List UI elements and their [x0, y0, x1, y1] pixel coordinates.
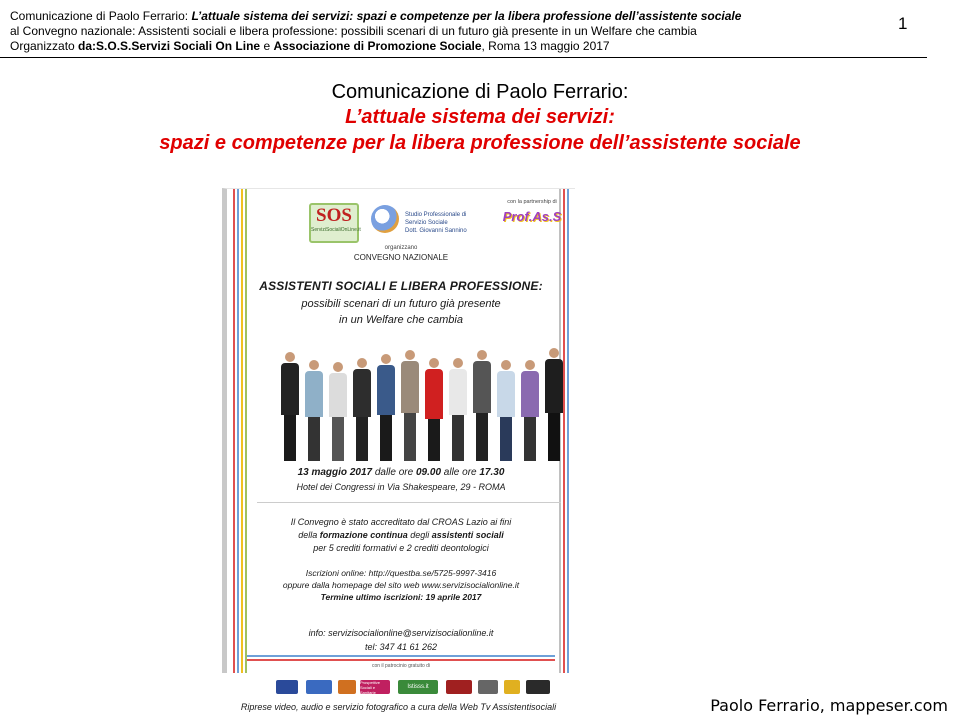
accreditation-line3: per 5 crediti formativi e 2 crediti deontologici — [313, 543, 489, 553]
footer-credit: Paolo Ferrario, mappeser.com — [710, 696, 948, 715]
header-line-3 — [10, 39, 890, 54]
poster-subtitle — [227, 296, 575, 328]
studio-logo-sub: Dott. Giovanni Sannino — [405, 228, 467, 234]
sponsor-logo — [306, 680, 332, 694]
header-line1-prefix: Comunicazione di Paolo Ferrario: — [10, 9, 189, 23]
accreditation-social-workers: assistenti sociali — [431, 530, 504, 540]
person-figure — [495, 360, 517, 461]
header-line-1 — [10, 9, 890, 24]
contact-phone: tel: 347 41 61 262 — [364, 642, 438, 652]
registration-website: oppure dalla homepage del sito web www.servizisocialionline.it — [282, 580, 520, 590]
profas-logo — [497, 199, 567, 239]
poster-divider — [257, 502, 561, 503]
person-figure — [519, 360, 541, 461]
poster-subtitle-line2: in un Welfare che cambia — [339, 314, 463, 326]
poster-organizzano: organizzano — [384, 245, 418, 251]
accreditation-line1: Il Convegno è stato accreditato dal CROAS Lazio ai fini — [290, 517, 512, 527]
registration-deadline: Termine ultimo iscrizioni: 19 aprile 2017 — [320, 592, 482, 602]
poster-registration — [227, 567, 575, 603]
poster-date-from: dalle ore — [372, 467, 416, 478]
poster-date-end: 17.30 — [479, 467, 505, 478]
poster-venue: Hotel dei Congressi in Via Shakespeare, 29 - ROMA — [296, 482, 506, 492]
header-line-2: al Convegno nazionale: Assistenti sociali e libera professione: possibili scenari di un futuro già presente in un Welfare che cambia — [10, 24, 697, 38]
title-line-1: Comunicazione di Paolo Ferrario: — [331, 81, 629, 103]
sos-logo-text: SOS — [316, 205, 352, 226]
header-date: , Roma 13 maggio 2017 — [481, 39, 610, 53]
poster-subtitle-line1: possibili scenari di un futuro già presente — [301, 298, 501, 310]
registration-link: Iscrizioni online: http://questba.se/5725-9997-3416 — [305, 568, 497, 578]
title-line-2: L’attuale sistema dei servizi: — [345, 106, 615, 128]
title-line-3: spazi e competenze per la libera professione dell’assistente sociale — [159, 132, 801, 154]
sponsor-logo — [526, 680, 550, 694]
accreditation-pre: della — [298, 530, 320, 540]
page-number: 1 — [898, 14, 908, 33]
header-and: e — [260, 39, 274, 53]
poster-accreditation — [227, 516, 575, 555]
person-figure — [447, 358, 469, 461]
person-figure — [351, 358, 373, 461]
slide-title — [0, 80, 960, 156]
person-figure — [423, 358, 445, 461]
studio-logo-name: Studio Professionale di Servizio Sociale — [405, 212, 467, 226]
sponsor-logo-prospettive: Prospettive Sociali e Sanitarie — [360, 680, 390, 694]
poster-title: ASSISTENTI SOCIALI E LIBERA PROFESSIONE: — [259, 279, 543, 293]
header-line3-prefix: Organizzato — [10, 39, 75, 53]
poster-bottom-strip — [222, 697, 575, 720]
accreditation-mid: degli — [407, 530, 432, 540]
person-figure — [543, 348, 565, 461]
accreditation-line2 — [227, 529, 575, 542]
poster-convegno: CONVEGNO NAZIONALE — [353, 253, 449, 262]
bottom-strip-text: Riprese video, audio e servizio fotografico a cura della Web Tv Assistentisociali — [240, 702, 557, 712]
sponsor-logo — [504, 680, 520, 694]
sponsor-logo — [446, 680, 472, 694]
header-org1: da:S.O.S.Servizi Sociali On Line — [78, 39, 261, 53]
poster-bottom-stripe — [247, 659, 555, 661]
sos-logo-subtext: ServiziSocialiOnLine.it — [311, 227, 361, 233]
studio-logo-mark-icon — [371, 205, 399, 233]
person-figure — [303, 360, 325, 461]
sponsor-logo — [338, 680, 356, 694]
poster-date — [227, 467, 575, 478]
person-figure — [279, 352, 301, 461]
person-figure — [327, 362, 349, 461]
event-poster — [222, 188, 575, 673]
person-figure — [375, 354, 397, 461]
poster-bottom-stripe — [247, 655, 555, 657]
header-divider — [0, 57, 927, 58]
contact-email: info: servizisocialionline@servizisocialionline.it — [308, 628, 494, 638]
studio-logo — [371, 203, 483, 239]
people-photo — [279, 341, 569, 461]
person-figure — [399, 350, 421, 461]
sponsor-logo — [478, 680, 498, 694]
poster-date-day: 13 maggio 2017 — [297, 467, 373, 478]
studio-logo-text — [405, 211, 483, 235]
sponsor-logo-istisss: Istisss.it — [398, 680, 438, 694]
accreditation-training: formazione continua — [319, 530, 408, 540]
profas-logo-text: Prof.As.S — [502, 209, 562, 224]
sos-logo — [309, 203, 359, 243]
header-text — [10, 9, 890, 54]
person-figure — [471, 350, 493, 461]
header-line1-title: L’attuale sistema dei servizi: spazi e competenze per la libera professione dell’assistente sociale — [191, 9, 742, 23]
sponsor-logo — [276, 680, 298, 694]
poster-contact — [227, 626, 575, 654]
poster-date-start: 09.00 — [415, 467, 442, 478]
sponsor-logos — [274, 676, 574, 698]
partnership-label: con la partnership di — [507, 199, 557, 205]
header-org2: Associazione di Promozione Sociale — [273, 39, 482, 53]
poster-date-to: alle ore — [441, 467, 480, 478]
sponsors-label: con il patrocinio gratuito di — [371, 663, 431, 669]
